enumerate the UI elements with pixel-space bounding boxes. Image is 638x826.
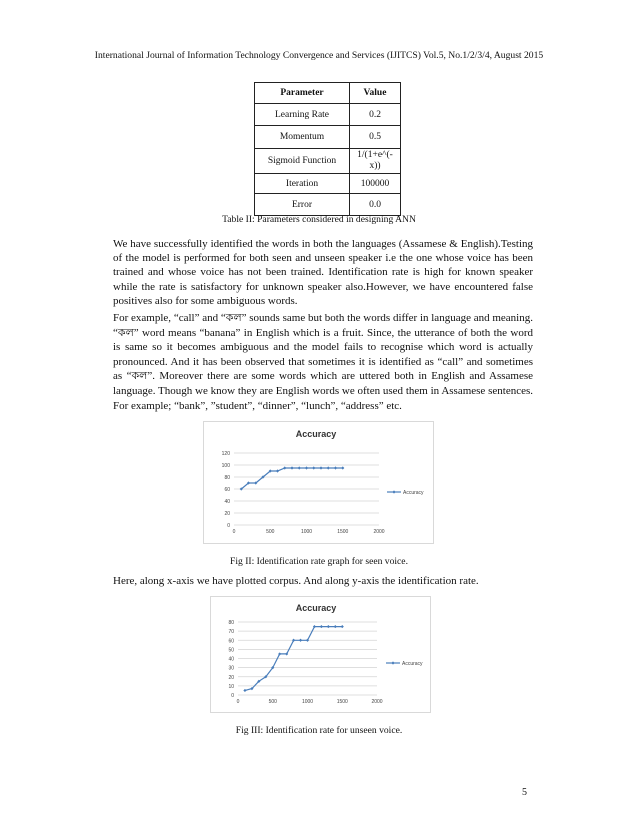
legend-marker (391, 661, 394, 664)
parameters-table (254, 82, 401, 216)
y-tick-label: 20 (228, 674, 234, 681)
chart-seen-voice (203, 421, 434, 544)
y-tick-label: 120 (221, 451, 230, 457)
data-point (299, 639, 302, 642)
data-point (320, 625, 323, 628)
y-tick-label: 70 (228, 629, 234, 636)
data-point (327, 466, 330, 469)
y-tick-label: 80 (228, 620, 234, 626)
table-cell: 0.2 (350, 104, 401, 126)
chart-unseen-voice (210, 596, 431, 713)
legend-label: Accuracy (402, 661, 423, 667)
x-tick-label: 1000 (301, 699, 314, 705)
data-point (312, 466, 315, 469)
y-tick-label: 20 (224, 511, 230, 517)
table-cell: 1/(1+e^(- x)) (350, 149, 401, 174)
x-tick-label: 1500 (336, 699, 348, 705)
x-tick-label: 1000 (300, 529, 313, 535)
data-point (341, 466, 344, 469)
journal-header: International Journal of Information Technology Convergence and Services (IJITCS) Vol.5, No.1/2/3/4, August 2015 (94, 50, 544, 61)
paragraph-results: We have successfully identified the words in both the languages (Assamese & English).Testing of the model is performed for both seen and unseen speaker i.e the one whose voice has been trained and whose voice has not been trained. Identification rate is high for known speaker while the rate is satisfactory for unknown speaker also.However, we have encountered false positives also for some ambiguous words. (113, 238, 533, 307)
y-tick-label: 40 (224, 499, 230, 505)
data-point (319, 466, 322, 469)
figure-3-caption: Fig III: Identification rate for unseen voice. (235, 725, 403, 736)
paragraph-axes: Here, along x-axis we have plotted corpus. And along y-axis the identification rate. (113, 575, 479, 587)
x-tick-label: 2000 (371, 699, 383, 705)
accuracy-chart-seen (204, 422, 433, 543)
table-cell: Iteration (255, 174, 350, 194)
table-header-cell: Value (350, 83, 401, 104)
table-row (255, 149, 401, 174)
data-point (243, 689, 246, 692)
y-tick-label: 30 (228, 665, 234, 672)
table-header-cell: Parameter (255, 83, 350, 104)
data-point (334, 625, 337, 628)
data-point (334, 466, 337, 469)
table-cell: Error (255, 194, 350, 216)
y-tick-label: 60 (224, 487, 230, 493)
table-row (255, 126, 401, 149)
y-tick-label: 60 (228, 638, 234, 645)
table-header-row (255, 83, 401, 104)
y-tick-label: 100 (221, 463, 230, 469)
y-tick-label: 80 (224, 475, 230, 481)
x-tick-label: 1500 (337, 529, 349, 535)
y-tick-label: 0 (227, 523, 230, 529)
table-cell: 100000 (350, 174, 401, 194)
table-cell: Sigmoid Function (255, 149, 350, 174)
data-point (341, 625, 344, 628)
figure-2-caption: Fig II: Identification rate graph for seen voice. (230, 556, 408, 567)
x-tick-label: 0 (236, 699, 240, 705)
x-tick-label: 2000 (373, 529, 385, 535)
table-cell: Momentum (255, 126, 350, 149)
y-tick-label: 40 (228, 656, 234, 663)
legend-marker (392, 490, 395, 493)
table-row (255, 104, 401, 126)
data-point (327, 625, 330, 628)
y-tick-label: 10 (228, 683, 234, 690)
data-point (298, 466, 301, 469)
table-cell: Learning Rate (255, 104, 350, 126)
series-line (241, 468, 342, 489)
page-number: 5 (522, 787, 527, 798)
table-cell: 0.5 (350, 126, 401, 149)
table-caption: Table II: Parameters considered in designing ANN (222, 214, 416, 225)
y-tick-label: 50 (228, 647, 234, 654)
data-point (290, 466, 293, 469)
y-tick-label: 0 (231, 693, 234, 699)
table-cell: 0.0 (350, 194, 401, 216)
table-row (255, 174, 401, 194)
x-tick-label: 500 (268, 699, 277, 705)
legend-label: Accuracy (403, 490, 424, 496)
x-tick-label: 0 (232, 529, 236, 535)
chart-title: Accuracy (295, 429, 337, 439)
data-point (305, 466, 308, 469)
data-point (276, 469, 279, 472)
accuracy-chart-unseen (211, 597, 430, 712)
paragraph-ambiguity: For example, “call” and “কল” sounds same but both the words differ in language and meaning. “কল” word means “banana” in English which is a fruit. Since, the utterance of both the word is same so it becomes ambiguous and the model fails to recognise which word is actually pronounced. And it has been observed that sometimes it is identified as “call” and sometimes as “কল”. Moreover there are some words which are uttered both in English and Assamese language. Though we know they are English words we often used them in Assamese sentences. For example; “bank”, ”student”, “dinner”, “lunch”, “address” etc. (113, 312, 533, 412)
table-row (255, 194, 401, 216)
chart-title: Accuracy (295, 603, 337, 613)
x-tick-label: 500 (266, 529, 275, 535)
